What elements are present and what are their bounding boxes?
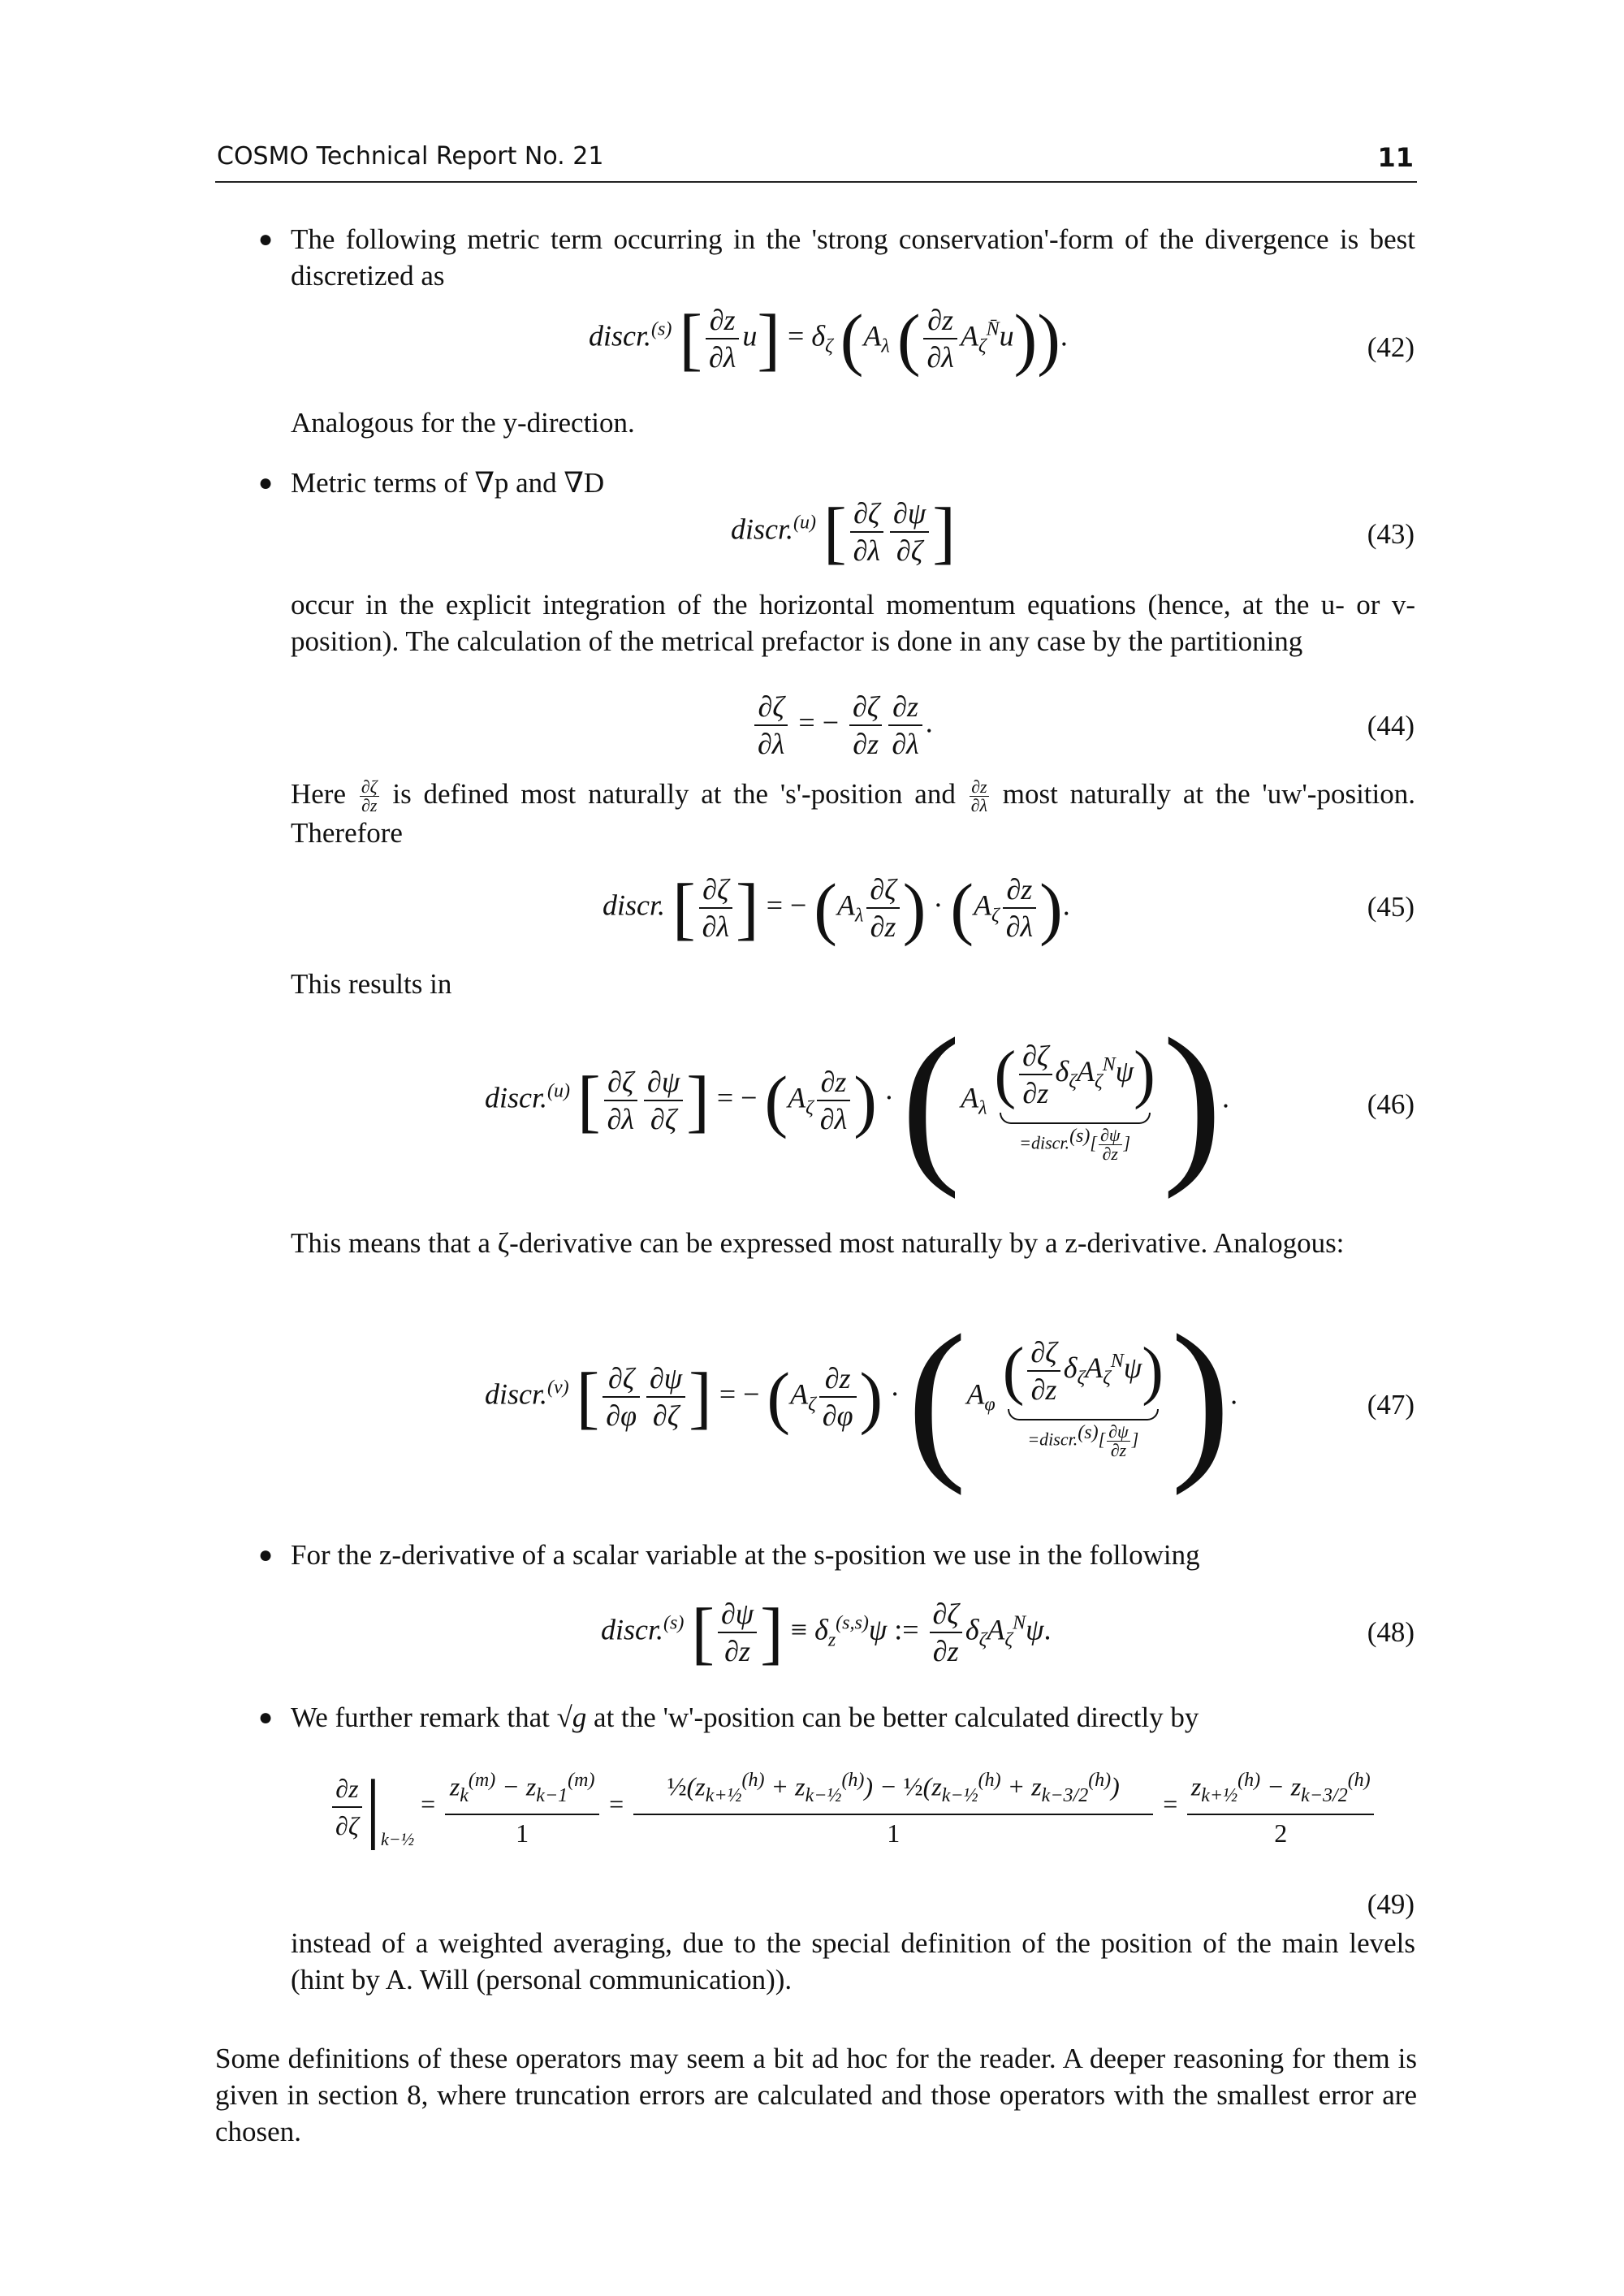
sqrt-g: √g <box>556 1701 587 1733</box>
equation-number: (43) <box>1367 518 1415 550</box>
equation-47: discr.$^{(v)}$ [ $\frac{\partial\zeta}{\partial\varphi}$ $\frac{\partial\psi}{\partial\zeta}$ ] = − ($A_\zeta$ $\frac{\partial z}{\partial\varphi}$ ) · ($A_\varphi$ ( $\frac{\partial\zeta}{\partial z}$ $\delta_\zeta A_\zeta^N\psi$) =discr.$^{(s)}$[ $\frac{\partial\psi}{\partial z}$ ] ). <box>485 1298 1238 1496</box>
bullet-icon: ● <box>258 226 274 253</box>
bullet-4-text <box>291 1699 1415 1736</box>
closing-paragraph: Some definitions of these operators may seem a bit ad hoc for the reader. A deeper reasoning for them is given in section 8, where truncation errors are calculated and those operators with the smallest error are chosen. <box>215 2043 1417 2147</box>
bullet-2-after: occur in the explicit integration of the horizontal momentum equations (hence, at the u- or v-position). The calculation of the metrical prefactor is done in any case by the partitioning <box>291 589 1415 657</box>
bullet-2-results: This results in <box>291 968 452 1000</box>
bullet-4-text-1: We further remark that <box>291 1701 550 1733</box>
bullet-4-after: instead of a weighted averaging, due to the special definition of the position of the main levels (hint by A. Will (personal communication)). <box>291 1927 1415 1995</box>
equation-49: $\frac{\partial z}{\partial\zeta}$ $|_{k-\frac{1}{2}}$ = $\frac{z_k^{(m)} - z_{k-1}^{(m)}}{1}$ = $\frac{\frac{1}{2}(z_{k+\frac{1}{2}}^{(h)} + z_{k-\frac{1}{2}}^{(h)}) - \frac{1}{2}(z_{k-\frac{1}{2}}^{(h)} + z_{k-3/2}^{(h)})}{1}$ = $\frac{z_{k+\frac{1}{2}}^{(h)} - z_{k-3/2}^{(h)}}{2}$ <box>329 1762 1377 1851</box>
equation-44: $\frac{\partial\zeta}{\partial\lambda}$ = − $\frac{\partial\zeta}{\partial z}$ $\frac{\partial z}{\partial\lambda}$ . <box>751 689 933 762</box>
bullet-icon: ● <box>258 1541 274 1568</box>
equation-number: (46) <box>1367 1088 1415 1120</box>
here-text-3: most naturally at the 'uw'-position. Therefore <box>291 778 1415 850</box>
bullet-4-text-2: at the 'w'-position can be better calculated directly by <box>594 1701 1199 1733</box>
bullet-2-means: This means that a ζ-derivative can be expressed most naturally by a z-derivative. Analogous: <box>291 1227 1345 1259</box>
equation-43: discr.$^{(u)}$ [ $\frac{\partial\zeta}{\partial\lambda}$ $\frac{\partial\psi}{\partial\zeta}$ ] <box>731 493 956 571</box>
report-title: COSMO Technical Report No. 21 <box>217 142 604 171</box>
equation-number: (45) <box>1367 891 1415 923</box>
equation-number: (49) <box>1367 1888 1415 1920</box>
bullet-3-text: For the z-derivative of a scalar variable at the s-position we use in the following <box>291 1539 1200 1571</box>
bullet-1-after: Analogous for the y-direction. <box>291 407 635 439</box>
bullet-2-text: Metric terms of ∇p and ∇D <box>291 467 605 499</box>
bullet-1-text: The following metric term occurring in the 'strong conservation'-form of the divergence is best discretized as <box>291 223 1415 292</box>
equation-number: (47) <box>1367 1389 1415 1420</box>
equation-number: (42) <box>1367 331 1415 363</box>
bullet-icon: ● <box>258 1704 274 1731</box>
equation-number: (44) <box>1367 710 1415 742</box>
equation-46: discr.$^{(u)}$ [ $\frac{\partial\zeta}{\partial\lambda}$ $\frac{\partial\psi}{\partial\zeta}$ ] = − ($A_\zeta$ $\frac{\partial z}{\partial\lambda}$ ) · ($A_\lambda$ ( $\frac{\partial\zeta}{\partial z}$ $\delta_\zeta A_\zeta^N\psi$) =discr.$^{(s)}$[ $\frac{\partial\psi}{\partial z}$ ] ). <box>485 1001 1229 1200</box>
bullet-icon: ● <box>258 469 274 496</box>
page-number: 11 <box>1377 142 1414 173</box>
equation-45: discr. [ $\frac{\partial\zeta}{\partial\lambda}$ ] = − ($A_\lambda$ $\frac{\partial\zeta}{\partial z}$ ) · ($A_\zeta$ $\frac{\partial z}{\partial\lambda}$ ). <box>603 869 1070 947</box>
equation-42: discr.$^{(s)}$ [ $\frac{\partial z}{\partial\lambda}$ $u] = \delta_\zeta$ ($A_\lambda$ ( $\frac{\partial z}{\partial\lambda}$ $A_\zeta^{N̄}u$)). <box>589 300 1068 378</box>
here-text-1: Here <box>291 778 347 810</box>
page-header <box>215 142 1417 183</box>
here-text-2: is defined most naturally at the 's'-position and <box>392 778 956 810</box>
equation-number: (48) <box>1367 1616 1415 1648</box>
equation-48: discr.$^{(s)}$ [ $\frac{\partial\psi}{\partial z}$ ] ≡ $\delta_z^{(s,s)}\psi$ := $\frac{\partial\zeta}{\partial z}$ $\delta_\zeta A_\zeta^N\psi$. <box>601 1593 1052 1671</box>
bullet-2-here: Here $\frac{\partial\zeta}{\partial z}$ is defined most naturally at the 's'-position and $\frac{\partial z}{\partial\lambda}$ most naturally at the 'uw'-position. Therefore <box>291 776 1415 850</box>
